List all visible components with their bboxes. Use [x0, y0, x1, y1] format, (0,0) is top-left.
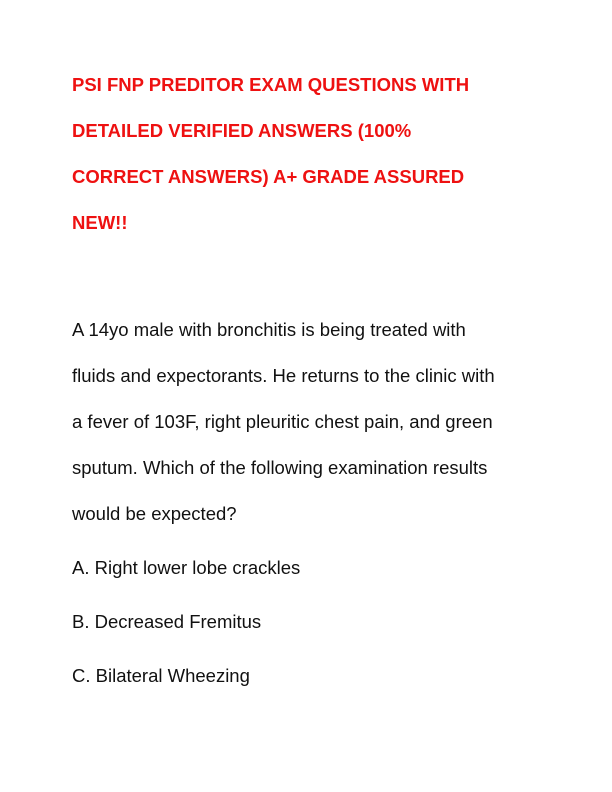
question-line-2: fluids and expectorants. He returns to the clinic with [72, 365, 495, 386]
title-line-3: CORRECT ANSWERS) A+ GRADE ASSURED [72, 166, 465, 187]
question-line-1: A 14yo male with bronchitis is being treated with [72, 319, 466, 340]
option-b: B. Decreased Fremitus [72, 611, 262, 632]
option-c: C. Bilateral Wheezing [72, 665, 250, 686]
question-line-4: sputum. Which of the following examination results [72, 457, 488, 478]
option-a: A. Right lower lobe crackles [72, 557, 301, 578]
question-line-3: a fever of 103F, right pleuritic chest pain, and green [72, 411, 493, 432]
title-line-2: DETAILED VERIFIED ANSWERS (100% [72, 120, 412, 141]
title-line-1: PSI FNP PREDITOR EXAM QUESTIONS WITH [72, 74, 470, 95]
question-line-5: would be expected? [72, 503, 237, 524]
title-line-4: NEW!! [72, 212, 128, 233]
